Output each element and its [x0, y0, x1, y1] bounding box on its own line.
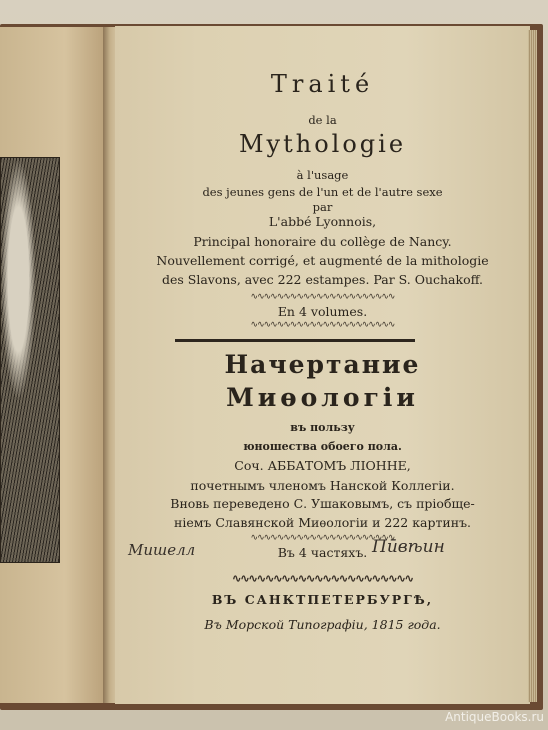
russian-soch: Соч. АББАТОМЪ ЛІОННЕ, — [234, 458, 411, 473]
french-volumes: En 4 volumes. — [277, 304, 368, 319]
russian-chastyakh: Въ 4 частяхъ. — [277, 545, 368, 560]
ornament-divider-3: ∿∿∿∿∿∿∿∿∿∿∿∿∿∿∿∿∿∿∿∿∿∿ — [250, 533, 395, 543]
french-a-lusage: à l'usage — [296, 168, 349, 182]
russian-city: ВЪ САНКТПЕТЕРБУРГѢ, — [211, 592, 434, 607]
russian-vnov: Вновь переведено С. Ушаковымъ, съ пріобще- — [170, 496, 475, 511]
russian-title-line2: Миѳологіи — [226, 383, 419, 412]
russian-title-line1: Начертание — [224, 350, 421, 379]
handwritten-signature-left: Мишелл — [128, 541, 196, 559]
french-par: par — [312, 200, 333, 214]
french-jeunes-gens: des jeunes gens de l'un et de l'autre sexe — [202, 185, 443, 199]
russian-yunoshestva: юношества обоего пола. — [243, 440, 402, 453]
french-title: Traité — [270, 70, 375, 98]
handwritten-signature-right: Пӣвѣин — [372, 537, 445, 557]
french-slavons: des Slavons, avec 222 estampes. Par S. Ouchakoff. — [161, 272, 484, 287]
ornament-divider-4: ∿∿∿∿∿∿∿∿∿∿∿∿∿∿∿∿∿∿∿∿∿∿ — [232, 572, 413, 585]
watermark: AntiqueBooks.ru — [445, 710, 544, 724]
russian-pochetnym: почетнымъ членомъ Нанской Коллегіи. — [190, 478, 455, 493]
double-rule — [175, 339, 415, 342]
french-de-la: de la — [308, 113, 337, 127]
french-principal: Principal honoraire du collège de Nancy. — [193, 234, 452, 249]
french-author: L'abbé Lyonnois, — [268, 214, 377, 229]
russian-v-polzu: въ пользу — [290, 421, 355, 434]
frontispiece-page — [0, 27, 108, 703]
russian-press: Въ Морской Типографіи, 1815 года. — [204, 617, 441, 632]
ornament-divider-1: ∿∿∿∿∿∿∿∿∿∿∿∿∿∿∿∿∿∿∿∿∿∿ — [250, 292, 395, 302]
french-nouvellement: Nouvellement corrigé, et augmenté de la mithologie — [156, 253, 489, 268]
russian-niem: ніемъ Славянской Миѳологіи и 222 картинъ. — [173, 515, 471, 530]
frontispiece-engraving — [0, 157, 60, 563]
french-mythologie: Mythologie — [238, 130, 407, 158]
ornament-divider-2: ∿∿∿∿∿∿∿∿∿∿∿∿∿∿∿∿∿∿∿∿∿∿ — [250, 320, 395, 330]
